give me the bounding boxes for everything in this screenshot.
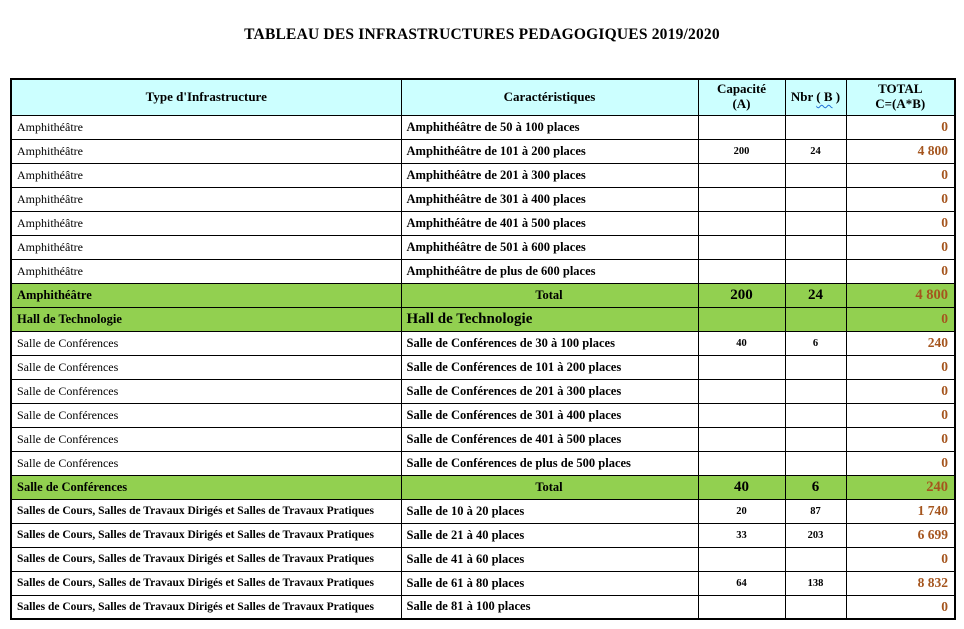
table-row	[11, 355, 955, 379]
cell-type: Salles de Cours, Salles de Travaux Dirigés et Salles de Travaux Pratiques	[11, 499, 401, 523]
cell-nbr	[785, 187, 846, 211]
cell-caracteristiques: Amphithéâtre de 50 à 100 places	[401, 115, 698, 139]
cell-total: 0	[846, 403, 955, 427]
table-row	[11, 259, 955, 283]
cell-nbr	[785, 547, 846, 571]
cell-total: 0	[846, 187, 955, 211]
cell-capacite	[698, 163, 785, 187]
cell-nbr	[785, 403, 846, 427]
header-total-line2: C=(A*B)	[875, 96, 926, 112]
cell-capacite	[698, 115, 785, 139]
table-row	[11, 475, 955, 499]
table-row	[11, 211, 955, 235]
cell-capacite	[698, 427, 785, 451]
header-nbr-wavy: ( B	[816, 88, 833, 104]
cell-caracteristiques: Salle de Conférences de 101 à 200 places	[401, 355, 698, 379]
table-row	[11, 571, 955, 595]
table-row	[11, 379, 955, 403]
cell-nbr	[785, 595, 846, 619]
cell-total: 240	[846, 475, 955, 499]
cell-caracteristiques: Amphithéâtre de 401 à 500 places	[401, 211, 698, 235]
cell-capacite	[698, 187, 785, 211]
cell-capacite: 64	[698, 571, 785, 595]
cell-caracteristiques: Salle de Conférences de 201 à 300 places	[401, 379, 698, 403]
cell-capacite: 40	[698, 475, 785, 499]
table-row	[11, 331, 955, 355]
cell-capacite	[698, 211, 785, 235]
table-row	[11, 403, 955, 427]
cell-type: Salle de Conférences	[11, 379, 401, 403]
cell-capacite: 200	[698, 139, 785, 163]
table-row	[11, 187, 955, 211]
page-title: TABLEAU DES INFRASTRUCTURES PEDAGOGIQUES 2019/2020	[244, 26, 720, 43]
cell-type: Salle de Conférences	[11, 427, 401, 451]
cell-capacite: 20	[698, 499, 785, 523]
table-row	[11, 283, 955, 307]
cell-total: 0	[846, 259, 955, 283]
cell-type: Salles de Cours, Salles de Travaux Dirigés et Salles de Travaux Pratiques	[11, 523, 401, 547]
cell-capacite	[698, 355, 785, 379]
cell-total: 0	[846, 379, 955, 403]
cell-type: Amphithéâtre	[11, 259, 401, 283]
table-row	[11, 235, 955, 259]
cell-nbr	[785, 235, 846, 259]
cell-caracteristiques: Salle de Conférences de 401 à 500 places	[401, 427, 698, 451]
table-row	[11, 427, 955, 451]
cell-total: 4 800	[846, 283, 955, 307]
table-row	[11, 307, 955, 331]
cell-type: Salles de Cours, Salles de Travaux Dirigés et Salles de Travaux Pratiques	[11, 571, 401, 595]
cell-total: 0	[846, 163, 955, 187]
cell-capacite: 33	[698, 523, 785, 547]
cell-caracteristiques: Amphithéâtre de plus de 600 places	[401, 259, 698, 283]
cell-nbr: 24	[785, 139, 846, 163]
header-row	[11, 79, 955, 115]
cell-capacite	[698, 307, 785, 331]
cell-total: 0	[846, 451, 955, 475]
cell-caracteristiques: Total	[401, 283, 698, 307]
table-row	[11, 547, 955, 571]
cell-type: Salles de Cours, Salles de Travaux Dirigés et Salles de Travaux Pratiques	[11, 595, 401, 619]
cell-type: Salle de Conférences	[11, 403, 401, 427]
cell-type: Amphithéâtre	[11, 139, 401, 163]
cell-nbr: 138	[785, 571, 846, 595]
infrastructures-table	[10, 78, 956, 620]
cell-capacite	[698, 547, 785, 571]
cell-type: Amphithéâtre	[11, 283, 401, 307]
cell-type: Amphithéâtre	[11, 211, 401, 235]
cell-capacite	[698, 403, 785, 427]
cell-caracteristiques: Salle de 41 à 60 places	[401, 547, 698, 571]
cell-capacite	[698, 259, 785, 283]
header-type: Type d'Infrastructure	[11, 79, 401, 115]
header-capacite-line1: Capacité	[716, 81, 767, 97]
cell-total: 6 699	[846, 523, 955, 547]
table-row	[11, 115, 955, 139]
header-capacite	[698, 79, 785, 115]
cell-caracteristiques: Salle de Conférences de 301 à 400 places	[401, 403, 698, 427]
cell-total: 8 832	[846, 571, 955, 595]
header-total-line1: TOTAL	[878, 81, 923, 97]
table-row	[11, 163, 955, 187]
cell-caracteristiques: Amphithéâtre de 201 à 300 places	[401, 163, 698, 187]
cell-nbr	[785, 163, 846, 187]
cell-type: Salle de Conférences	[11, 355, 401, 379]
cell-caracteristiques: Salle de Conférences de plus de 500 places	[401, 451, 698, 475]
cell-caracteristiques: Salle de 81 à 100 places	[401, 595, 698, 619]
cell-type: Hall de Technologie	[11, 307, 401, 331]
cell-nbr: 6	[785, 475, 846, 499]
cell-capacite: 200	[698, 283, 785, 307]
cell-nbr: 203	[785, 523, 846, 547]
cell-nbr	[785, 259, 846, 283]
cell-type: Amphithéâtre	[11, 163, 401, 187]
header-nbr	[785, 79, 846, 115]
header-nbr-prefix: Nbr	[790, 88, 817, 104]
table-row	[11, 523, 955, 547]
cell-caracteristiques: Salle de 61 à 80 places	[401, 571, 698, 595]
cell-type: Salle de Conférences	[11, 451, 401, 475]
cell-type: Salles de Cours, Salles de Travaux Dirigés et Salles de Travaux Pratiques	[11, 547, 401, 571]
cell-nbr	[785, 427, 846, 451]
table-row	[11, 595, 955, 619]
cell-total: 0	[846, 235, 955, 259]
cell-capacite	[698, 595, 785, 619]
cell-caracteristiques: Salle de Conférences de 30 à 100 places	[401, 331, 698, 355]
cell-caracteristiques: Amphithéâtre de 501 à 600 places	[401, 235, 698, 259]
cell-caracteristiques: Amphithéâtre de 301 à 400 places	[401, 187, 698, 211]
table-row	[11, 451, 955, 475]
cell-nbr	[785, 355, 846, 379]
table-header	[11, 79, 955, 115]
cell-nbr	[785, 379, 846, 403]
cell-type: Salle de Conférences	[11, 475, 401, 499]
header-total	[846, 79, 955, 115]
header-caracteristiques: Caractéristiques	[401, 79, 698, 115]
cell-total: 4 800	[846, 139, 955, 163]
cell-nbr: 24	[785, 283, 846, 307]
cell-total: 0	[846, 307, 955, 331]
cell-caracteristiques: Total	[401, 475, 698, 499]
cell-type: Amphithéâtre	[11, 187, 401, 211]
cell-nbr	[785, 211, 846, 235]
cell-type: Salle de Conférences	[11, 331, 401, 355]
cell-capacite: 40	[698, 331, 785, 355]
cell-capacite	[698, 379, 785, 403]
cell-capacite	[698, 451, 785, 475]
header-nbr-suffix: )	[832, 88, 841, 104]
header-capacite-line2: (A)	[732, 96, 751, 112]
cell-total: 0	[846, 427, 955, 451]
cell-caracteristiques: Hall de Technologie	[401, 307, 698, 331]
cell-total: 0	[846, 547, 955, 571]
cell-nbr	[785, 451, 846, 475]
cell-nbr: 87	[785, 499, 846, 523]
cell-total: 0	[846, 211, 955, 235]
cell-nbr	[785, 307, 846, 331]
cell-nbr	[785, 115, 846, 139]
table-body	[11, 115, 955, 619]
cell-total: 1 740	[846, 499, 955, 523]
cell-caracteristiques: Amphithéâtre de 101 à 200 places	[401, 139, 698, 163]
cell-nbr: 6	[785, 331, 846, 355]
cell-caracteristiques: Salle de 21 à 40 places	[401, 523, 698, 547]
table-row	[11, 139, 955, 163]
cell-total: 0	[846, 115, 955, 139]
cell-total: 0	[846, 355, 955, 379]
cell-capacite	[698, 235, 785, 259]
cell-caracteristiques: Salle de 10 à 20 places	[401, 499, 698, 523]
cell-type: Amphithéâtre	[11, 115, 401, 139]
cell-total: 240	[846, 331, 955, 355]
cell-type: Amphithéâtre	[11, 235, 401, 259]
table-row	[11, 499, 955, 523]
cell-total: 0	[846, 595, 955, 619]
